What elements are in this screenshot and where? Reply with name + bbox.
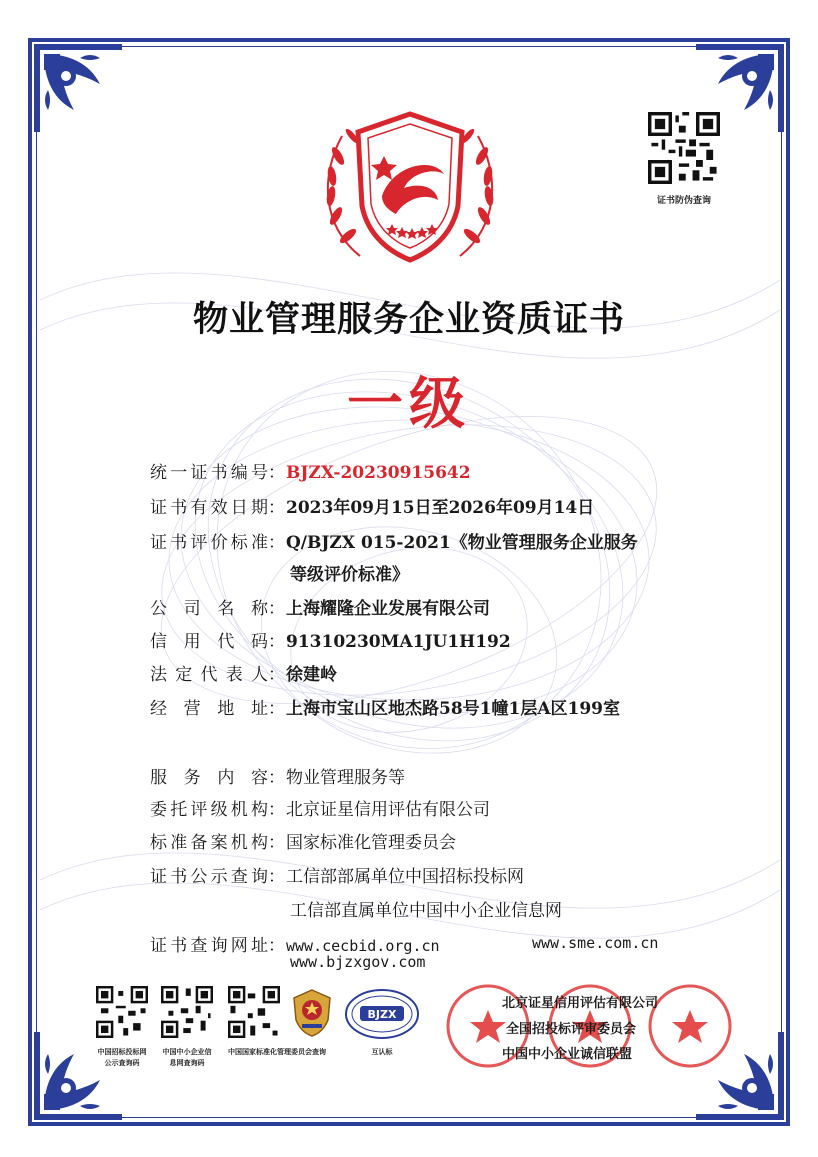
field-row-standard-agency: 标准备案机构：国家标准化管理委员会	[150, 828, 456, 853]
field-row-legal-rep: 法定代表人：徐建岭	[150, 660, 337, 685]
field-value-continuation	[290, 560, 409, 585]
qr-label: 中国中小企业信 息网查询码	[162, 1048, 212, 1067]
field-label: 委托评级机构	[150, 800, 268, 820]
standards-committee-qr-code-icon[interactable]	[228, 986, 280, 1038]
field-value: 物业管理服务等	[286, 768, 405, 788]
issuer-name: 北京证星信用评估有限公司	[502, 996, 659, 1011]
qr-label: 中国国家标准化管理委员会查询	[228, 1048, 326, 1056]
field-value-continuation	[290, 896, 562, 921]
field-row-service: 服务内容：物业管理服务等	[150, 763, 405, 788]
badge-label: 互认标	[371, 1048, 393, 1056]
field-value: 工信部直属单位中国中小企业信息网	[290, 901, 562, 921]
field-row-standard: 证书评价标准：Q/BJZX 015-2021《物业管理服务企业服务	[150, 528, 638, 553]
tender-network-qr-code-icon[interactable]	[96, 986, 148, 1038]
field-label: 经营地址	[150, 699, 268, 719]
field-row-address: 经营地址：上海市宝山区地杰路58号1幢1层A区199室	[150, 694, 620, 719]
field-label: 公司名称	[150, 599, 268, 619]
national-emblem-icon	[290, 988, 334, 1038]
alliance-name: 中国中小企业诚信联盟	[502, 1047, 633, 1062]
field-value: 国家标准化管理委员会	[286, 833, 456, 853]
shield-laurel-emblem-icon	[312, 96, 508, 276]
qr-label: 中国招标投标网 公示查询码	[97, 1048, 147, 1067]
committee-name: 全国招投标评审委员会	[506, 1022, 637, 1037]
field-label: 统一证书编号	[150, 463, 268, 483]
field-label: 信用代码	[150, 632, 268, 652]
bjzx-mutual-recognition-badge-icon	[344, 988, 420, 1040]
field-value: BJZX-20230915642	[286, 463, 471, 483]
verification-qr-code-icon[interactable]	[648, 112, 720, 184]
field-value: 上海市宝山区地杰路58号1幢1层A区199室	[286, 699, 620, 719]
field-value: 工信部部属单位中国招标投标网	[286, 867, 524, 887]
field-value: 徐建岭	[286, 665, 337, 685]
field-row-company: 公司名称：上海耀隆企业发展有限公司	[150, 594, 490, 619]
field-row-cert-number: 统一证书编号：BJZX-20230915642	[150, 458, 471, 483]
field-label: 标准备案机构	[150, 833, 268, 853]
field-value: 上海耀隆企业发展有限公司	[286, 599, 490, 619]
certificate-title: 物业管理服务企业资质证书	[192, 299, 625, 340]
field-label: 证书有效日期	[150, 498, 268, 518]
field-value: 91310230MA1JU1H192	[286, 632, 511, 652]
badge-text: BJZX	[367, 1008, 397, 1021]
corner-ornament-icon	[30, 40, 126, 136]
field-label: 服务内容	[150, 768, 268, 788]
field-value: 2023年09月15日至2026年09月14日	[286, 498, 595, 518]
field-row-query-url: 证书查询网址：www.cecbid.org.cn	[150, 931, 440, 956]
field-value-secondary	[532, 933, 658, 953]
query-url-link[interactable]: www.bjzxgov.com	[290, 953, 426, 971]
field-value: Q/BJZX 015-2021《物业管理服务企业服务	[286, 533, 638, 553]
field-row-public-query: 证书公示查询：工信部部属单位中国招标投标网	[150, 862, 524, 887]
field-value-continuation	[290, 952, 425, 972]
query-url-link[interactable]: www.sme.com.cn	[532, 934, 659, 952]
field-row-credit-code: 信用代码：91310230MA1JU1H192	[150, 627, 511, 652]
field-row-rating-agency: 委托评级机构：北京证星信用评估有限公司	[150, 795, 490, 820]
field-row-validity: 证书有效日期：2023年09月15日至2026年09月14日	[150, 493, 594, 518]
sme-network-qr-code-icon[interactable]	[161, 986, 213, 1038]
certificate-level: 一级	[347, 371, 471, 437]
field-value: 等级评价标准》	[290, 565, 409, 585]
field-label: 证书查询网址	[150, 936, 268, 956]
corner-ornament-icon	[30, 1028, 126, 1124]
field-label: 证书公示查询	[150, 867, 268, 887]
qr-verification-label: 证书防伪查询	[656, 196, 711, 206]
field-label: 法定代表人	[150, 665, 268, 685]
field-label: 证书评价标准	[150, 533, 268, 553]
query-url-link[interactable]: www.cecbid.org.cn	[286, 937, 440, 955]
field-value: 北京证星信用评估有限公司	[286, 800, 490, 820]
